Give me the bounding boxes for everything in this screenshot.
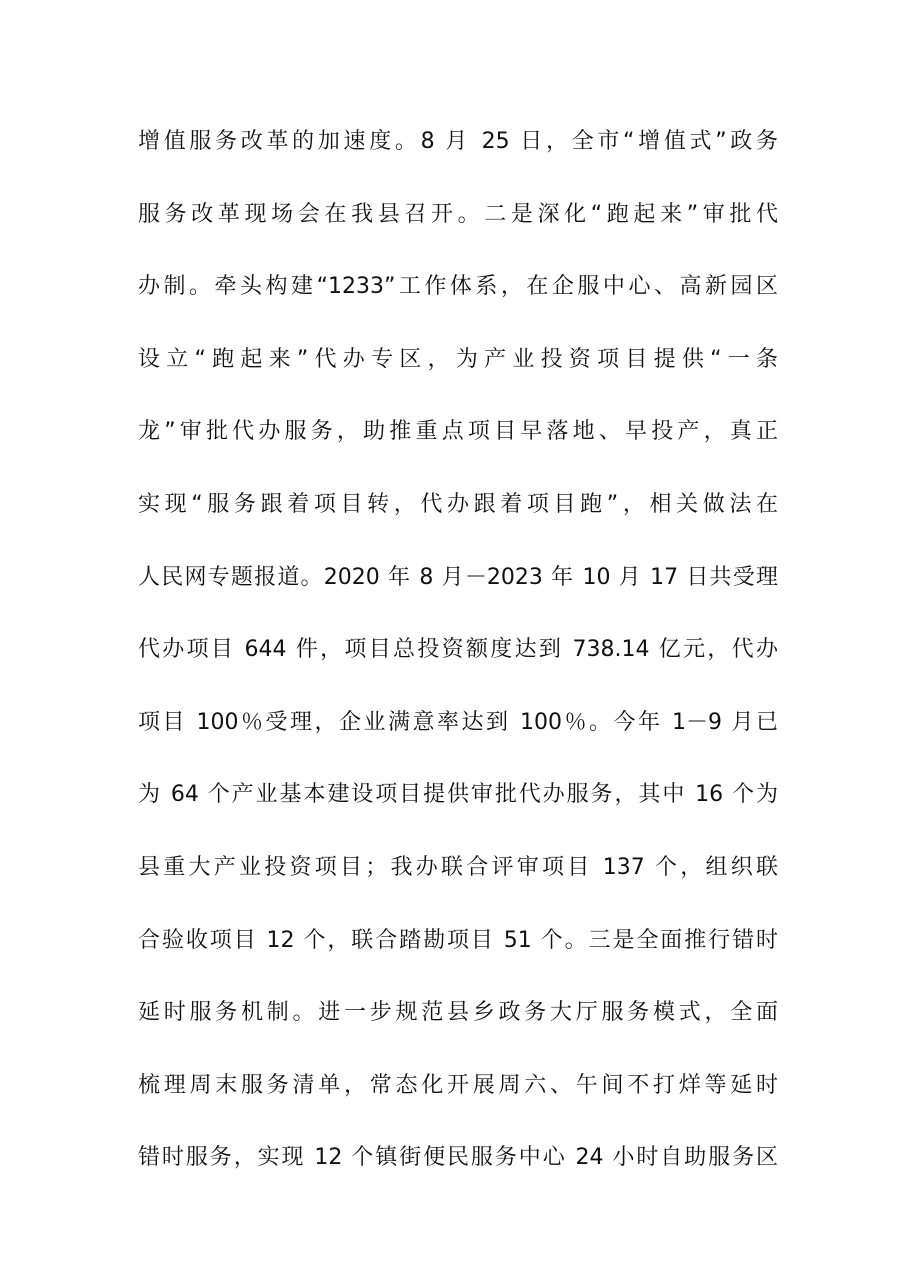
text-line: 龙”审批代办服务，助推重点项目早落地、早投产，真正	[138, 419, 778, 445]
text-line: 设立“跑起来”代办专区，为产业投资项目提供“一条	[138, 346, 778, 372]
text-line: 延时服务机制。进一步规范县乡政务大厅服务模式，全面	[138, 1000, 778, 1026]
text-line: 合验收项目 12 个，联合踏勘项目 51 个。三是全面推行错时	[138, 927, 778, 953]
text-line: 梳理周末服务清单，常态化开展周六、午间不打烊等延时	[138, 1072, 778, 1098]
text-line: 错时服务，实现 12 个镇街便民服务中心 24 小时自助服务区	[138, 1145, 778, 1171]
text-line: 服务改革现场会在我县召开。二是深化“跑起来”审批代	[138, 201, 778, 227]
text-line: 办制。牵头构建“1233”工作体系，在企服中心、高新园区	[138, 274, 778, 300]
text-line: 县重大产业投资项目；我办联合评审项目 137 个，组织联	[138, 854, 778, 880]
text-line: 为 64 个产业基本建设项目提供审批代办服务，其中 16 个为	[138, 782, 778, 808]
text-line: 实现“服务跟着项目转，代办跟着项目跑”，相关做法在	[138, 491, 778, 517]
text-line: 项目 100％受理，企业满意率达到 100％。今年 1－9 月已	[138, 709, 778, 735]
body-paragraph	[138, 117, 778, 1206]
text-line: 人民网专题报道。2020 年 8 月－2023 年 10 月 17 日共受理	[138, 564, 778, 590]
text-line: 增值服务改革的加速度。8 月 25 日，全市“增值式”政务	[138, 129, 778, 154]
text-line: 代办项目 644 件，项目总投资额度达到 738.14 亿元，代办	[138, 637, 778, 663]
